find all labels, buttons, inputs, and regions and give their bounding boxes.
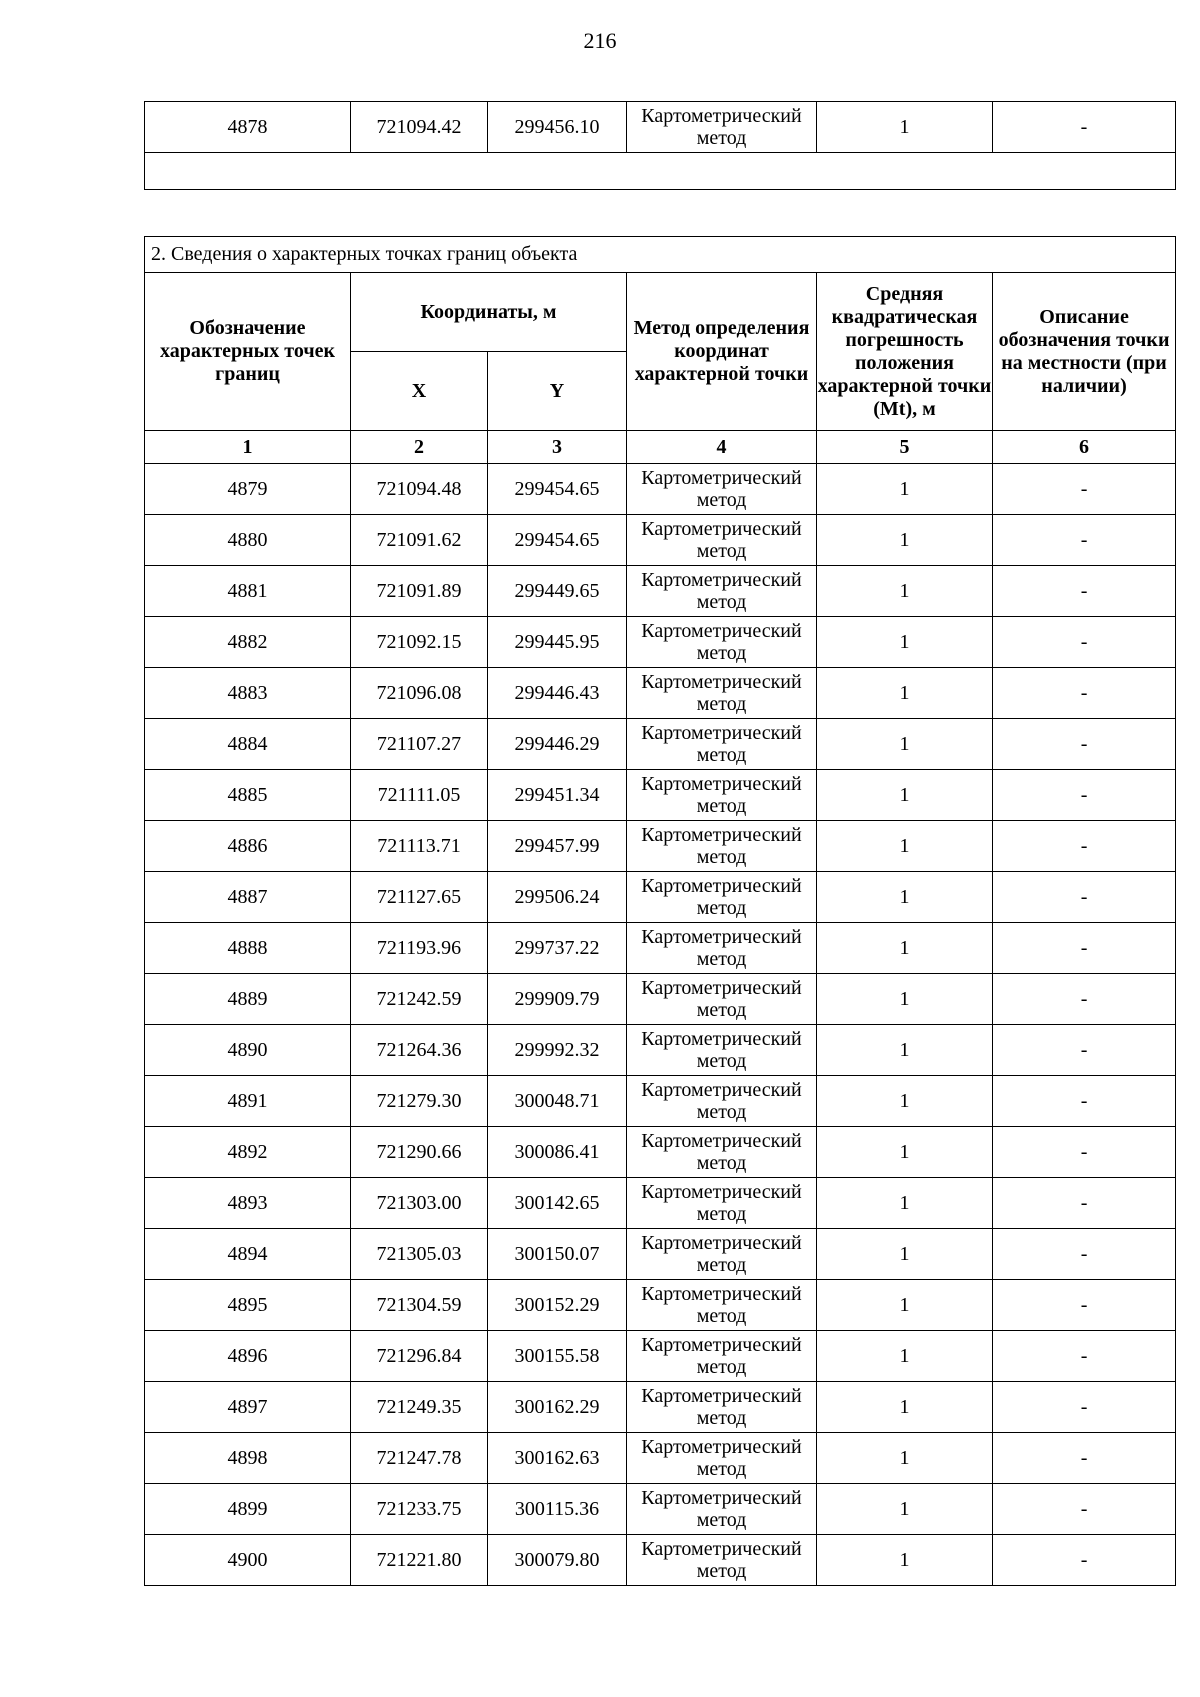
table-row bbox=[145, 821, 1176, 872]
point-cell: 4896 bbox=[145, 1331, 351, 1382]
y-cell: 299992.32 bbox=[488, 1025, 627, 1076]
point-cell: 4892 bbox=[145, 1127, 351, 1178]
point-cell: 4899 bbox=[145, 1484, 351, 1535]
column-number: 3 bbox=[488, 431, 627, 464]
x-cell: 721096.08 bbox=[351, 668, 488, 719]
y-cell: 299457.99 bbox=[488, 821, 627, 872]
y-cell: 300162.63 bbox=[488, 1433, 627, 1484]
mt-cell: 1 bbox=[817, 821, 993, 872]
point-cell: 4881 bbox=[145, 566, 351, 617]
desc-cell: - bbox=[993, 1229, 1176, 1280]
point-cell: 4887 bbox=[145, 872, 351, 923]
mt-cell: 1 bbox=[817, 515, 993, 566]
x-cell: 721242.59 bbox=[351, 974, 488, 1025]
desc-cell: - bbox=[993, 1535, 1176, 1586]
mt-cell: 1 bbox=[817, 1382, 993, 1433]
y-cell: 299456.10 bbox=[488, 102, 627, 153]
x-cell: 721249.35 bbox=[351, 1382, 488, 1433]
x-cell: 721290.66 bbox=[351, 1127, 488, 1178]
page-number: 216 bbox=[583, 28, 617, 53]
method-cell: Картометрический метод bbox=[627, 1229, 817, 1280]
desc-cell: - bbox=[993, 1280, 1176, 1331]
desc-cell: - bbox=[993, 1433, 1176, 1484]
mt-cell: 1 bbox=[817, 1331, 993, 1382]
x-cell: 721107.27 bbox=[351, 719, 488, 770]
section-title: 2. Сведения о характерных точках границ объекта bbox=[145, 237, 1176, 273]
y-cell: 299454.65 bbox=[488, 515, 627, 566]
boundary-points-table bbox=[144, 236, 1176, 1586]
point-cell: 4878 bbox=[145, 102, 351, 153]
y-cell: 300048.71 bbox=[488, 1076, 627, 1127]
method-cell: Картометрический метод bbox=[627, 1127, 817, 1178]
x-cell: 721303.00 bbox=[351, 1178, 488, 1229]
x-cell: 721094.48 bbox=[351, 464, 488, 515]
method-cell: Картометрический метод bbox=[627, 923, 817, 974]
point-cell: 4897 bbox=[145, 1382, 351, 1433]
table-row bbox=[145, 770, 1176, 821]
mt-cell: 1 bbox=[817, 1178, 993, 1229]
y-cell: 300115.36 bbox=[488, 1484, 627, 1535]
mt-cell: 1 bbox=[817, 1229, 993, 1280]
point-cell: 4894 bbox=[145, 1229, 351, 1280]
method-cell: Картометрический метод bbox=[627, 1280, 817, 1331]
x-cell: 721264.36 bbox=[351, 1025, 488, 1076]
method-cell: Картометрический метод bbox=[627, 1178, 817, 1229]
method-cell: Картометрический метод bbox=[627, 566, 817, 617]
previous-table-continuation bbox=[144, 101, 1176, 190]
column-number: 2 bbox=[351, 431, 488, 464]
desc-cell: - bbox=[993, 1382, 1176, 1433]
mt-cell: 1 bbox=[817, 1535, 993, 1586]
desc-cell: - bbox=[993, 617, 1176, 668]
desc-cell: - bbox=[993, 770, 1176, 821]
y-cell: 300086.41 bbox=[488, 1127, 627, 1178]
mt-cell: 1 bbox=[817, 719, 993, 770]
header-method: Метод определения координат характерной точки bbox=[627, 273, 817, 431]
table-row bbox=[145, 1433, 1176, 1484]
y-cell: 300142.65 bbox=[488, 1178, 627, 1229]
desc-cell: - bbox=[993, 102, 1176, 153]
point-cell: 4888 bbox=[145, 923, 351, 974]
mt-cell: 1 bbox=[817, 668, 993, 719]
header-y: Y bbox=[488, 352, 627, 431]
y-cell: 300155.58 bbox=[488, 1331, 627, 1382]
mt-cell: 1 bbox=[817, 566, 993, 617]
desc-cell: - bbox=[993, 464, 1176, 515]
empty-row bbox=[145, 153, 1176, 190]
point-cell: 4885 bbox=[145, 770, 351, 821]
y-cell: 299454.65 bbox=[488, 464, 627, 515]
desc-cell: - bbox=[993, 821, 1176, 872]
header-description: Описание обозначения точки на местности (при наличии) bbox=[993, 273, 1176, 431]
x-cell: 721113.71 bbox=[351, 821, 488, 872]
table-row bbox=[145, 1535, 1176, 1586]
x-cell: 721094.42 bbox=[351, 102, 488, 153]
mt-cell: 1 bbox=[817, 974, 993, 1025]
desc-cell: - bbox=[993, 719, 1176, 770]
y-cell: 300079.80 bbox=[488, 1535, 627, 1586]
table-row bbox=[145, 464, 1176, 515]
method-cell: Картометрический метод bbox=[627, 1382, 817, 1433]
mt-cell: 1 bbox=[817, 464, 993, 515]
method-cell: Картометрический метод bbox=[627, 719, 817, 770]
x-cell: 721304.59 bbox=[351, 1280, 488, 1331]
desc-cell: - bbox=[993, 974, 1176, 1025]
point-cell: 4880 bbox=[145, 515, 351, 566]
point-cell: 4886 bbox=[145, 821, 351, 872]
header-mt: Средняя квадратическая погрешность положения характерной точки (Mt), м bbox=[817, 273, 993, 431]
y-cell: 299506.24 bbox=[488, 872, 627, 923]
table-row bbox=[145, 617, 1176, 668]
desc-cell: - bbox=[993, 668, 1176, 719]
mt-cell: 1 bbox=[817, 102, 993, 153]
method-cell: Картометрический метод bbox=[627, 974, 817, 1025]
desc-cell: - bbox=[993, 1076, 1176, 1127]
y-cell: 300162.29 bbox=[488, 1382, 627, 1433]
method-cell: Картометрический метод bbox=[627, 1025, 817, 1076]
desc-cell: - bbox=[993, 872, 1176, 923]
x-cell: 721092.15 bbox=[351, 617, 488, 668]
empty-cell bbox=[145, 153, 1176, 190]
mt-cell: 1 bbox=[817, 1076, 993, 1127]
point-cell: 4884 bbox=[145, 719, 351, 770]
method-cell: Картометрический метод bbox=[627, 1433, 817, 1484]
mt-cell: 1 bbox=[817, 1025, 993, 1076]
desc-cell: - bbox=[993, 1178, 1176, 1229]
desc-cell: - bbox=[993, 1127, 1176, 1178]
x-cell: 721296.84 bbox=[351, 1331, 488, 1382]
point-cell: 4893 bbox=[145, 1178, 351, 1229]
x-cell: 721247.78 bbox=[351, 1433, 488, 1484]
x-cell: 721193.96 bbox=[351, 923, 488, 974]
method-cell: Картометрический метод bbox=[627, 515, 817, 566]
table-row bbox=[145, 1178, 1176, 1229]
method-cell: Картометрический метод bbox=[627, 1076, 817, 1127]
table-row bbox=[145, 923, 1176, 974]
x-cell: 721091.89 bbox=[351, 566, 488, 617]
table-row bbox=[145, 1382, 1176, 1433]
y-cell: 299449.65 bbox=[488, 566, 627, 617]
x-cell: 721091.62 bbox=[351, 515, 488, 566]
column-number: 4 bbox=[627, 431, 817, 464]
table-row bbox=[145, 1025, 1176, 1076]
table-row bbox=[145, 1127, 1176, 1178]
x-cell: 721221.80 bbox=[351, 1535, 488, 1586]
method-cell: Картометрический метод bbox=[627, 668, 817, 719]
y-cell: 299445.95 bbox=[488, 617, 627, 668]
mt-cell: 1 bbox=[817, 1280, 993, 1331]
table-row bbox=[145, 515, 1176, 566]
column-number: 5 bbox=[817, 431, 993, 464]
mt-cell: 1 bbox=[817, 1433, 993, 1484]
y-cell: 299909.79 bbox=[488, 974, 627, 1025]
method-cell: Картометрический метод bbox=[627, 464, 817, 515]
column-number: 1 bbox=[145, 431, 351, 464]
table-row bbox=[145, 1484, 1176, 1535]
point-cell: 4889 bbox=[145, 974, 351, 1025]
y-cell: 300152.29 bbox=[488, 1280, 627, 1331]
point-cell: 4895 bbox=[145, 1280, 351, 1331]
desc-cell: - bbox=[993, 923, 1176, 974]
point-cell: 4900 bbox=[145, 1535, 351, 1586]
mt-cell: 1 bbox=[817, 872, 993, 923]
table-row bbox=[145, 719, 1176, 770]
y-cell: 299451.34 bbox=[488, 770, 627, 821]
table-row bbox=[145, 974, 1176, 1025]
mt-cell: 1 bbox=[817, 1127, 993, 1178]
table-row bbox=[145, 1076, 1176, 1127]
y-cell: 299737.22 bbox=[488, 923, 627, 974]
mt-cell: 1 bbox=[817, 617, 993, 668]
table-body bbox=[145, 464, 1176, 1586]
method-cell: Картометрический метод bbox=[627, 1331, 817, 1382]
point-cell: 4879 bbox=[145, 464, 351, 515]
desc-cell: - bbox=[993, 1025, 1176, 1076]
method-cell: Картометрический метод bbox=[627, 821, 817, 872]
desc-cell: - bbox=[993, 1331, 1176, 1382]
desc-cell: - bbox=[993, 515, 1176, 566]
method-cell: Картометрический метод bbox=[627, 770, 817, 821]
x-cell: 721233.75 bbox=[351, 1484, 488, 1535]
column-number: 6 bbox=[993, 431, 1176, 464]
method-cell: Картометрический метод bbox=[627, 1535, 817, 1586]
table-row bbox=[145, 566, 1176, 617]
point-cell: 4882 bbox=[145, 617, 351, 668]
header-point: Обозначение характерных точек границ bbox=[145, 273, 351, 431]
header-x: X bbox=[351, 352, 488, 431]
table-row bbox=[145, 1280, 1176, 1331]
x-cell: 721127.65 bbox=[351, 872, 488, 923]
point-cell: 4883 bbox=[145, 668, 351, 719]
x-cell: 721111.05 bbox=[351, 770, 488, 821]
table-row bbox=[145, 872, 1176, 923]
method-cell: Картометрический метод bbox=[627, 1484, 817, 1535]
table-row bbox=[145, 1229, 1176, 1280]
method-cell: Картометрический метод bbox=[627, 617, 817, 668]
point-cell: 4890 bbox=[145, 1025, 351, 1076]
header-coordinates: Координаты, м bbox=[351, 273, 627, 352]
method-cell: Картометрический метод bbox=[627, 872, 817, 923]
y-cell: 300150.07 bbox=[488, 1229, 627, 1280]
point-cell: 4891 bbox=[145, 1076, 351, 1127]
y-cell: 299446.43 bbox=[488, 668, 627, 719]
table-row bbox=[145, 668, 1176, 719]
x-cell: 721279.30 bbox=[351, 1076, 488, 1127]
table-row bbox=[145, 102, 1176, 153]
mt-cell: 1 bbox=[817, 923, 993, 974]
mt-cell: 1 bbox=[817, 1484, 993, 1535]
method-cell: Картометрический метод bbox=[627, 102, 817, 153]
desc-cell: - bbox=[993, 1484, 1176, 1535]
table-row bbox=[145, 1331, 1176, 1382]
point-cell: 4898 bbox=[145, 1433, 351, 1484]
y-cell: 299446.29 bbox=[488, 719, 627, 770]
x-cell: 721305.03 bbox=[351, 1229, 488, 1280]
desc-cell: - bbox=[993, 566, 1176, 617]
mt-cell: 1 bbox=[817, 770, 993, 821]
